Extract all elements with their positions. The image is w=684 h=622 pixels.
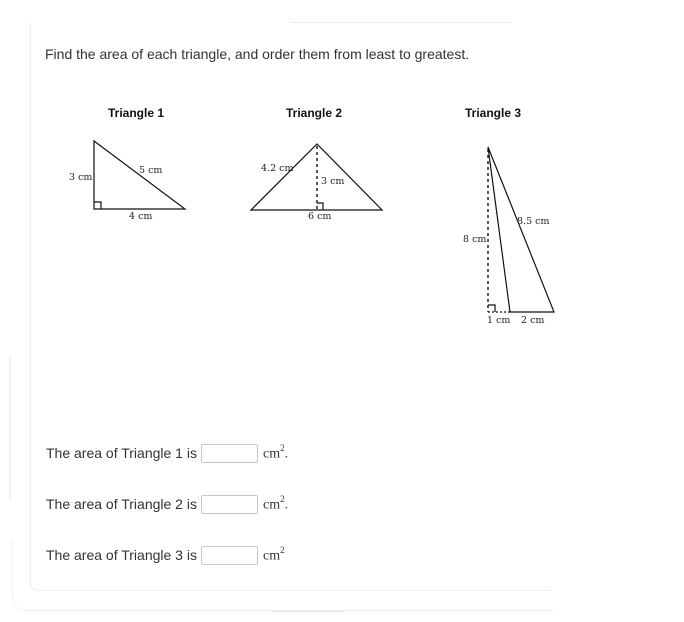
triangles-diagram	[40, 95, 600, 340]
answer-3-unit-exponent: 2	[280, 544, 285, 555]
triangle-1-base-label: 4 cm	[129, 211, 153, 222]
answer-3-prompt: The area of Triangle 3 is	[46, 547, 197, 563]
triangle-3-height-label: 8 cm	[463, 234, 487, 245]
triangle-3-shape	[488, 147, 554, 312]
triangle-1	[69, 106, 185, 222]
triangle-1-hypotenuse-label: 5 cm	[139, 165, 163, 176]
question-prompt: Find the area of each triangle, and order them from least to greatest.	[45, 46, 470, 62]
answer-1-unit-exponent: 2	[280, 442, 285, 453]
answer-row-triangle-2	[46, 493, 288, 515]
answer-row-triangle-1	[46, 442, 288, 464]
answer-1-unit	[263, 444, 288, 463]
triangle-3-offset-label: 1 cm	[487, 315, 511, 326]
triangle-2-side-label: 4.2 cm	[261, 163, 294, 174]
triangle-3-side-label: 8.5 cm	[517, 216, 550, 227]
answer-1-unit-base: cm	[262, 446, 281, 462]
triangle-2	[251, 106, 382, 222]
triangle-3-right-angle-mark	[488, 305, 495, 312]
answer-2-unit	[263, 495, 288, 514]
triangle-2-area-input[interactable]	[201, 495, 258, 514]
triangle-3-area-input[interactable]	[201, 546, 258, 565]
triangle-2-height-label: 3 cm	[321, 176, 345, 187]
left-edge-shadow	[9, 355, 11, 500]
triangle-2-base-label: 6 cm	[308, 211, 332, 222]
triangle-1-area-input[interactable]	[201, 444, 258, 463]
triangle-1-right-angle-mark	[94, 202, 101, 209]
triangle-2-title: Triangle 2	[286, 106, 343, 120]
answer-1-prompt: The area of Triangle 1 is	[46, 445, 197, 461]
triangle-3	[463, 106, 554, 326]
answer-2-unit-exponent: 2	[280, 493, 285, 504]
answer-2-period: .	[284, 497, 289, 513]
answer-3-unit	[263, 546, 285, 565]
triangle-3-title: Triangle 3	[465, 106, 522, 120]
triangle-1-title: Triangle 1	[108, 106, 165, 120]
answer-2-unit-base: cm	[262, 497, 281, 513]
triangle-2-right-angle-mark	[317, 203, 323, 210]
triangle-3-base-label: 2 cm	[521, 315, 545, 326]
triangle-1-height-label: 3 cm	[69, 172, 93, 183]
bottom-divider	[272, 611, 344, 612]
answer-row-triangle-3	[46, 544, 285, 566]
triangles-figure	[40, 95, 600, 340]
answer-3-unit-base: cm	[262, 548, 281, 564]
answer-2-prompt: The area of Triangle 2 is	[46, 496, 197, 512]
answer-1-period: .	[284, 446, 289, 462]
